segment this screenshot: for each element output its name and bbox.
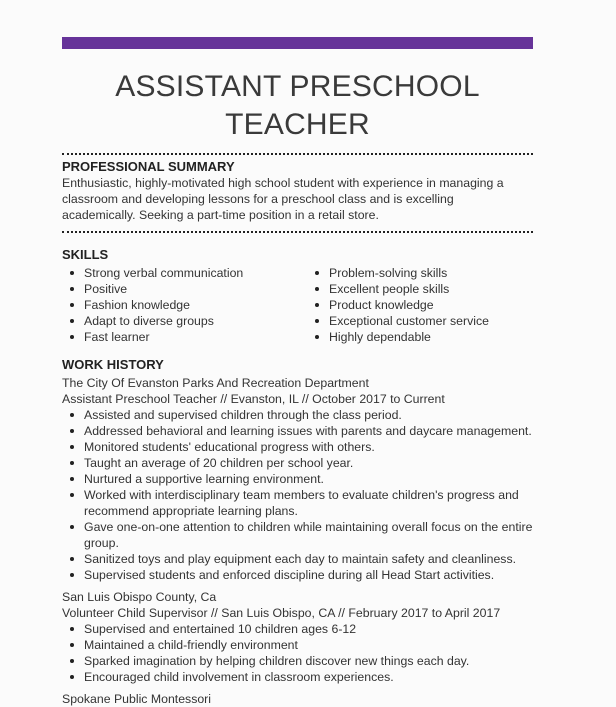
section-heading: SKILLS — [62, 247, 109, 262]
employer: The City Of Evanston Parks And Recreation Department — [62, 376, 369, 390]
skill-item: Positive — [84, 281, 307, 297]
skill-item: Strong verbal communication — [84, 265, 307, 281]
skills-list-left — [62, 265, 307, 345]
section-heading: WORK HISTORY — [62, 357, 164, 372]
summary-line: academically. Seeking a part-time position in a retail store. — [62, 208, 379, 222]
job-bullet: Worked with interdisciplinary team members to evaluate children's progress and recommend appropriate learning plans. — [84, 487, 533, 519]
skills-list-right — [307, 265, 533, 345]
skill-item: Adapt to diverse groups — [84, 313, 307, 329]
section-heading: PROFESSIONAL SUMMARY — [62, 159, 235, 174]
job-bullet: Supervised students and enforced discipline during all Head Start activities. — [84, 567, 533, 583]
job-bullet: Encouraged child involvement in classroom experiences. — [84, 669, 533, 685]
skill-item: Problem-solving skills — [329, 265, 533, 281]
employer: Spokane Public Montessori — [62, 692, 212, 706]
job-bullet: Supervised and entertained 10 children ages 6-12 — [84, 621, 533, 637]
job-bullet: Assisted and supervised children through the class period. — [84, 407, 533, 423]
work-history-section — [62, 357, 533, 707]
divider — [62, 231, 533, 233]
divider — [62, 153, 533, 155]
skill-item: Exceptional customer service — [329, 313, 533, 329]
job-title-line: Volunteer Child Supervisor // San Luis Obispo, CA // February 2017 to April 2017 — [62, 606, 501, 620]
employer: San Luis Obispo County, Ca — [62, 590, 217, 604]
skills-section — [62, 247, 533, 345]
professional-summary-section — [62, 159, 533, 223]
skill-item: Excellent people skills — [329, 281, 533, 297]
job-title-line: Assistant Preschool Teacher // Evanston, IL // October 2017 to Current — [62, 392, 445, 406]
summary-line: classroom and developing lessons for a preschool class and is excelling — [62, 192, 454, 206]
skill-item: Fashion knowledge — [84, 297, 307, 313]
resume-page — [62, 37, 533, 707]
job-bullet: Maintained a child-friendly environment — [84, 637, 533, 653]
skill-item: Fast learner — [84, 329, 307, 345]
summary-line: Enthusiastic, highly-motivated high school student with experience in managing a — [62, 176, 504, 190]
resume-title — [62, 68, 533, 144]
job-bullet: Taught an average of 20 children per school year. — [84, 455, 533, 471]
job-bullet: Sparked imagination by helping children discover new things each day. — [84, 653, 533, 669]
job-bullet: Gave one-on-one attention to children while maintaining overall focus on the entire group. — [84, 520, 533, 550]
job-bullet: Monitored students' educational progress with others. — [84, 439, 533, 455]
title-line-1: ASSISTANT PRESCHOOL — [115, 70, 480, 103]
job-entry — [62, 375, 533, 583]
job-entry — [62, 589, 533, 685]
job-entry — [62, 691, 533, 707]
accent-bar — [62, 37, 533, 49]
skill-item: Highly dependable — [329, 329, 533, 345]
title-line-2: TEACHER — [225, 108, 370, 141]
skill-item: Product knowledge — [329, 297, 533, 313]
job-bullet: Nurtured a supportive learning environment. — [84, 471, 533, 487]
job-bullet: Addressed behavioral and learning issues with parents and daycare management. — [84, 424, 532, 438]
job-bullet: Sanitized toys and play equipment each day to maintain safety and cleanliness. — [84, 551, 533, 567]
